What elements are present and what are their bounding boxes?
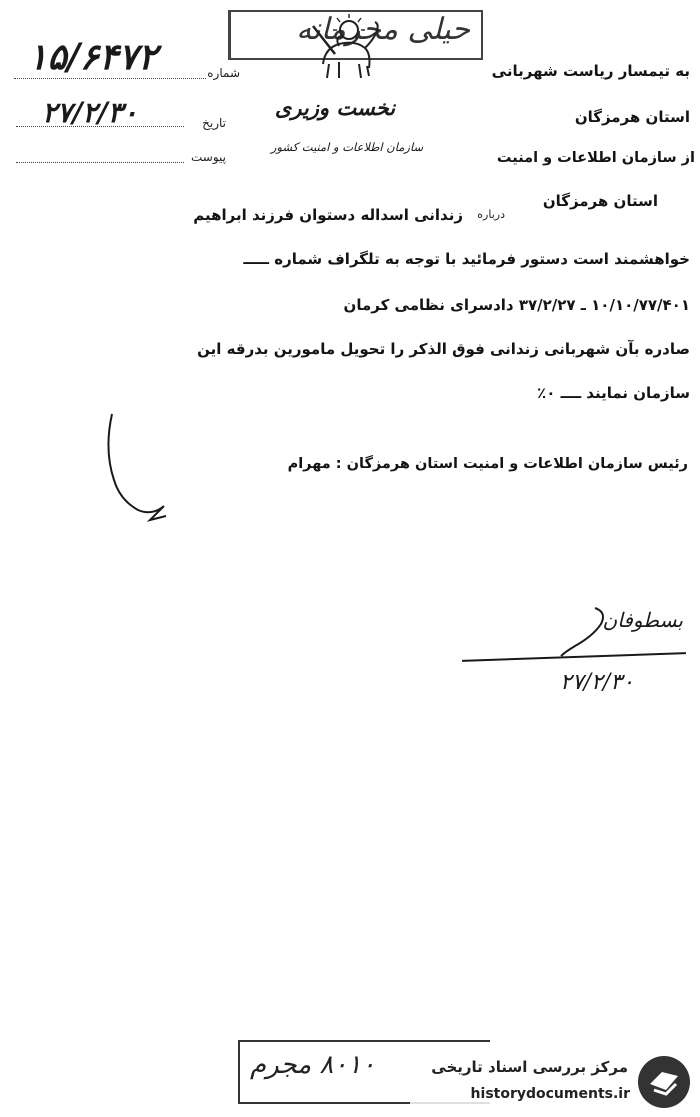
archive-box-text: ۸۰۱۰ مجرم: [250, 1050, 376, 1080]
subject-text: زندانی اسداله دستوان فرزند ابراهیم: [193, 206, 463, 224]
to-province: استان هرمزگان: [574, 108, 690, 126]
classification-stamp-text: حیلی محرمانه: [296, 12, 470, 47]
to-line: به تیمسار ریاست شهربانی: [491, 62, 690, 80]
attachment-label: پیوست: [191, 150, 226, 164]
number-dotted-line: [14, 78, 206, 79]
date-label: تاریخ: [202, 116, 226, 130]
body-line-1: خواهشمند است دستور فرمائید با توجه به تلگراف شماره ـــــ: [243, 250, 690, 268]
margin-note-text: بسطوفان: [602, 608, 683, 632]
date-dotted-line: [16, 126, 184, 127]
attachment-dotted-line: [16, 162, 184, 163]
number-value: ۱۵/۶۴۷۲: [28, 36, 158, 78]
lion-and-sun-emblem: [305, 8, 383, 86]
from-line: از سازمان اطلاعات و امنیت: [496, 150, 695, 166]
watermark-url[interactable]: historydocuments.ir: [470, 1086, 630, 1102]
body-line-4: سازمان نمایند ــــ ۰٪: [537, 384, 690, 402]
number-label: شماره: [207, 66, 240, 80]
margin-note-date: ۲۷/۲/۳۰: [560, 670, 634, 695]
letterhead-org: سازمان اطلاعات و امنیت کشور: [270, 140, 424, 154]
subject-label: درباره: [477, 208, 505, 221]
signature-line: رئیس سازمان اطلاعات و امنیت استان هرمزگان : مهرام: [287, 456, 688, 472]
from-province: استان هرمزگان: [542, 192, 658, 210]
body-line-3: صادره بآن شهربانی زندانی فوق الذکر را تحویل مامورین بدرقه این: [197, 340, 690, 358]
date-value: ۲۷/۲/۳۰: [42, 96, 138, 129]
body-line-2: ۱۰/۱۰/۷۷/۴۰۱ ـ ۳۷/۲/۲۷ دادسرای نظامی کرمان: [343, 296, 690, 314]
signature-scribble: [90, 410, 200, 530]
archive-logo-icon: [636, 1054, 692, 1110]
watermark-title: مرکز بررسی اسناد تاریخی: [431, 1058, 628, 1076]
letterhead-title: نخست وزیری: [274, 95, 396, 120]
margin-note-scribble: [545, 600, 615, 660]
